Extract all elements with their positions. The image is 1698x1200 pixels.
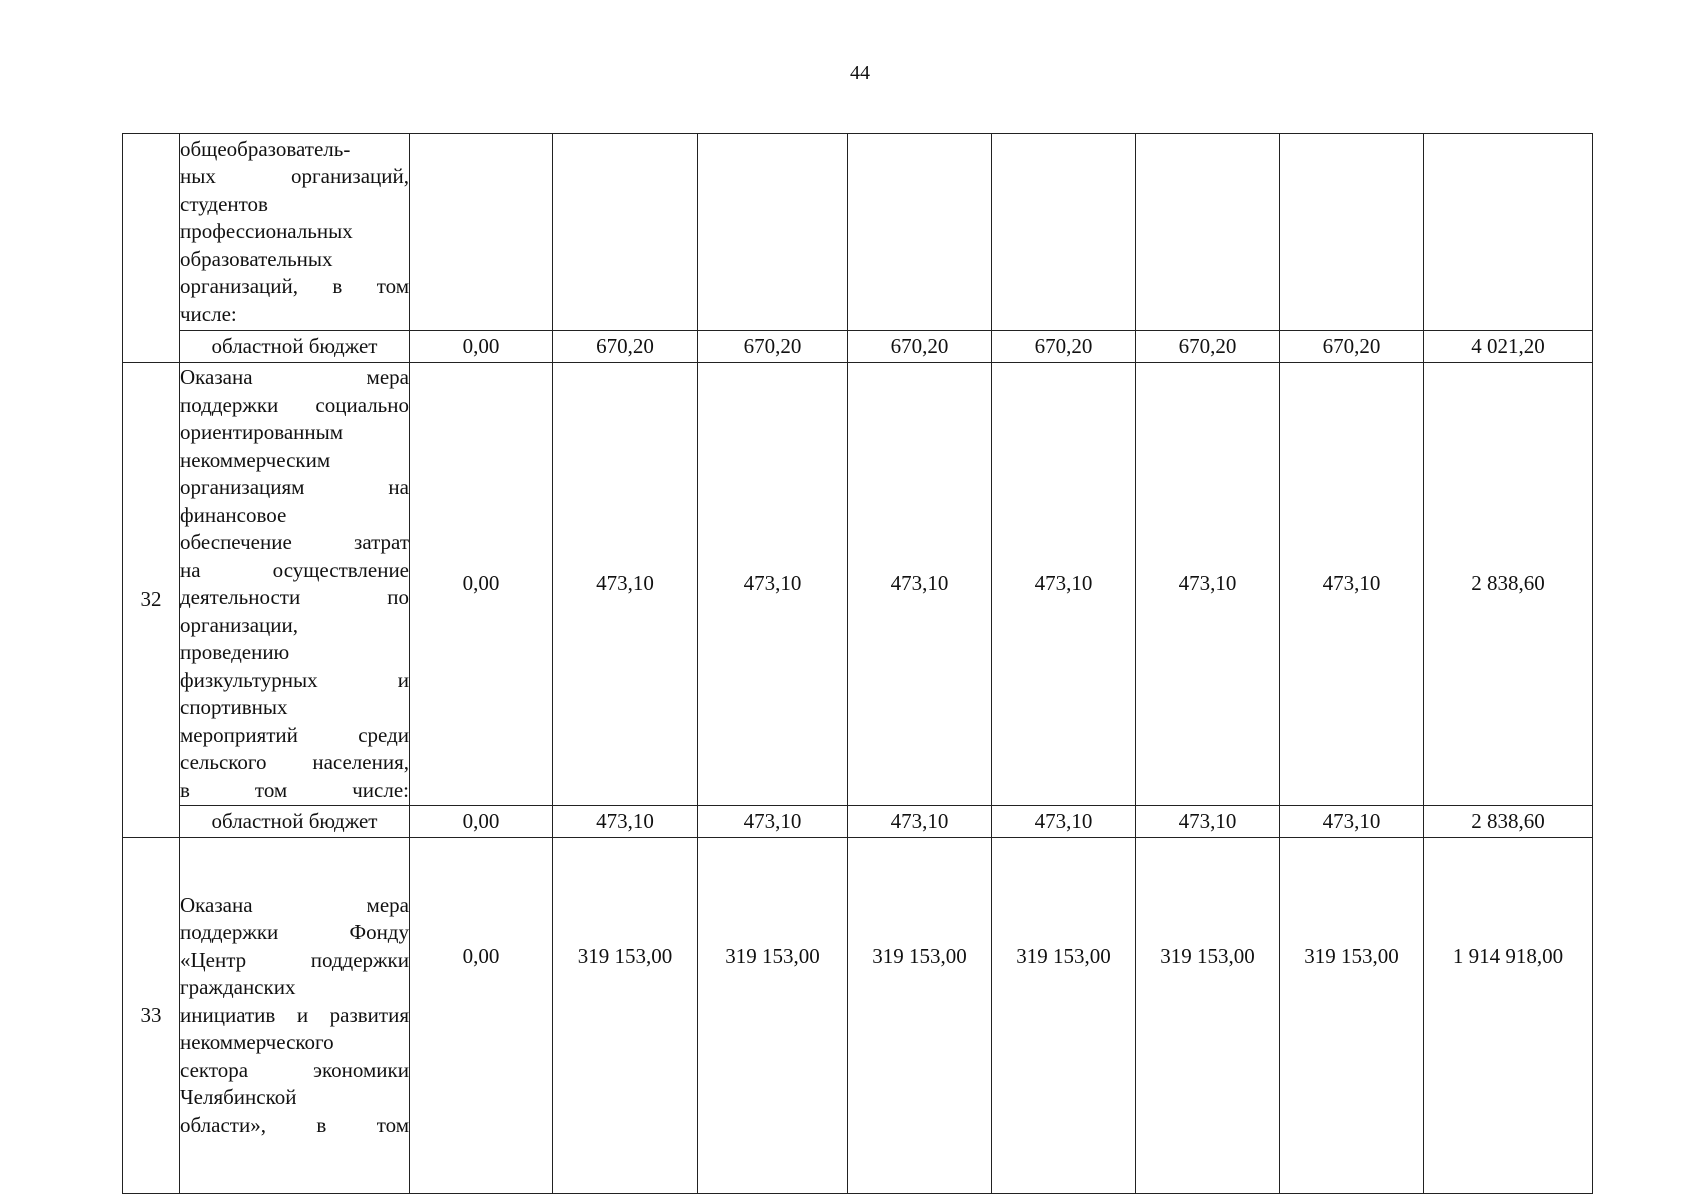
description-line: организаций, в том xyxy=(180,274,409,299)
description-line: физкультурных и xyxy=(180,667,409,692)
total-value-cell: 4 021,20 xyxy=(1424,331,1593,363)
description-cell xyxy=(180,134,410,331)
table-row xyxy=(123,331,1593,363)
description-line: финансовое xyxy=(180,502,287,527)
year-value-cell xyxy=(410,134,553,331)
table-row xyxy=(123,363,1593,806)
description-line: деятельности по xyxy=(180,585,409,609)
year-value-cell: 473,10 xyxy=(1136,806,1280,838)
funding-source-cell: областной бюджет xyxy=(180,331,410,363)
year-value-cell: 319 153,00 xyxy=(1280,838,1424,1194)
description-line: спортивных xyxy=(180,695,288,719)
funding-source-cell: областной бюджет xyxy=(180,806,410,838)
description-line: числе: xyxy=(180,301,237,326)
description-line: области», в том xyxy=(180,1112,409,1137)
year-value-cell xyxy=(553,134,698,331)
description-line: организациям на xyxy=(180,475,409,499)
year-value-cell xyxy=(1136,134,1280,331)
page-number: 44 xyxy=(850,62,870,84)
year-value-cell xyxy=(848,134,992,331)
total-value-cell: 1 914 918,00 xyxy=(1424,838,1593,1194)
description-line: Челябинской xyxy=(180,1085,297,1110)
description-line: сельского населения, xyxy=(180,750,409,774)
row-number-cell: 33 xyxy=(123,838,180,1194)
row-number-cell: 32 xyxy=(123,363,180,838)
description-line: некоммерческим xyxy=(180,447,331,472)
year-value-cell: 319 153,00 xyxy=(992,838,1136,1194)
budget-table xyxy=(122,133,1593,1194)
row-number-cell xyxy=(123,134,180,363)
description-line: «Центр поддержки xyxy=(180,947,409,972)
description-cell xyxy=(180,838,410,1194)
description-line: проведению xyxy=(180,640,290,664)
description-line: поддержки Фонду xyxy=(180,920,409,945)
description-line: профессиональных xyxy=(180,219,353,244)
year-value-cell: 670,20 xyxy=(553,331,698,363)
table-row xyxy=(123,806,1593,838)
year-value-cell: 473,10 xyxy=(553,363,698,806)
year-value-cell xyxy=(992,134,1136,331)
year-value-cell: 473,10 xyxy=(1280,363,1424,806)
year-value-cell: 473,10 xyxy=(1280,806,1424,838)
year-value-cell: 319 153,00 xyxy=(1136,838,1280,1194)
year-value-cell: 473,10 xyxy=(848,363,992,806)
description-line: организации, xyxy=(180,612,298,637)
total-value-cell: 2 838,60 xyxy=(1424,363,1593,806)
description-line: ных организаций, xyxy=(180,164,409,189)
description-line: Оказана мера xyxy=(180,365,409,389)
table-row xyxy=(123,838,1593,1194)
description-line: некоммерческого xyxy=(180,1030,334,1055)
description-line: сектора экономики xyxy=(180,1057,409,1082)
description-line: поддержки социально xyxy=(180,392,409,417)
year-value-cell: 319 153,00 xyxy=(848,838,992,1194)
description-line: гражданских xyxy=(180,975,296,1000)
description-line: ориентированным xyxy=(180,420,344,444)
description-line: образовательных xyxy=(180,246,333,271)
total-value-cell xyxy=(1424,134,1593,331)
year-value-cell: 670,20 xyxy=(1280,331,1424,363)
year-value-cell xyxy=(1280,134,1424,331)
year-value-cell: 0,00 xyxy=(410,838,553,1194)
year-value-cell: 319 153,00 xyxy=(698,838,848,1194)
year-value-cell xyxy=(698,134,848,331)
year-value-cell: 473,10 xyxy=(848,806,992,838)
year-value-cell: 670,20 xyxy=(848,331,992,363)
year-value-cell: 473,10 xyxy=(992,363,1136,806)
year-value-cell: 670,20 xyxy=(698,331,848,363)
year-value-cell: 473,10 xyxy=(553,806,698,838)
year-value-cell: 473,10 xyxy=(698,363,848,806)
description-line: инициатив и развития xyxy=(180,1002,409,1027)
description-line: Оказана мера xyxy=(180,892,409,917)
year-value-cell: 473,10 xyxy=(1136,363,1280,806)
year-value-cell: 0,00 xyxy=(410,806,553,838)
year-value-cell: 473,10 xyxy=(698,806,848,838)
total-value-cell: 2 838,60 xyxy=(1424,806,1593,838)
year-value-cell: 0,00 xyxy=(410,331,553,363)
description-line: в том числе: xyxy=(180,777,409,802)
year-value-cell: 473,10 xyxy=(992,806,1136,838)
description-line: общеобразователь- xyxy=(180,136,351,161)
year-value-cell: 670,20 xyxy=(992,331,1136,363)
year-value-cell: 670,20 xyxy=(1136,331,1280,363)
description-cell xyxy=(180,363,410,806)
description-line: мероприятий среди xyxy=(180,722,409,747)
year-value-cell: 319 153,00 xyxy=(553,838,698,1194)
description-line: студентов xyxy=(180,191,268,216)
description-line: на осуществление xyxy=(180,557,409,582)
year-value-cell: 0,00 xyxy=(410,363,553,806)
description-line: обеспечение затрат xyxy=(180,530,409,554)
table-row xyxy=(123,134,1593,331)
